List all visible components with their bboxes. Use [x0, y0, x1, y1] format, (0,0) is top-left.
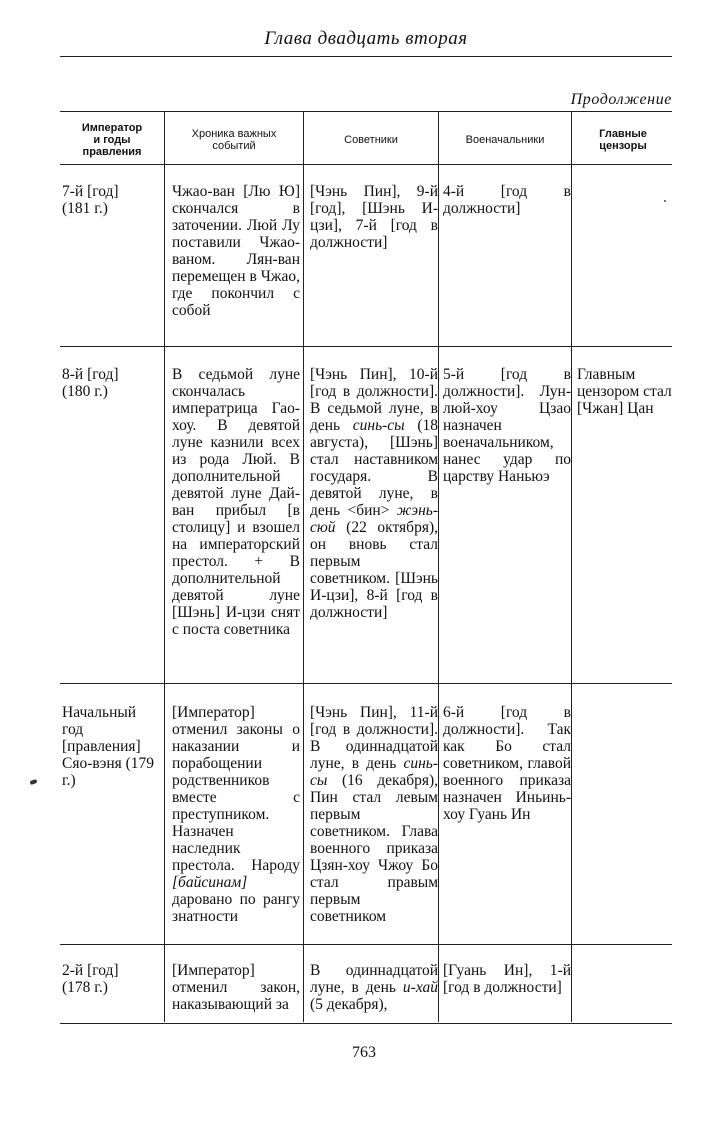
row2-advisers-text-c: (22 октября), он вновь стал первым советником. [Шэнь И-цзи], 8-й [год в должности] — [310, 519, 438, 621]
row3-advisers — [310, 704, 438, 925]
header-chronicle: Хроника важных событий — [191, 128, 277, 152]
header-censors: Главные цензоры — [599, 128, 647, 152]
scan-speck-dot — [664, 200, 666, 202]
header-generals: Военачальники — [465, 134, 545, 146]
row3-events — [172, 704, 300, 925]
table-top-rule — [60, 111, 672, 112]
row2-advisers-text-a: [Чэнь Пин], 10-й [год в должности]. В седьмой луне, в день — [310, 366, 438, 434]
row3-advisers-text-b: (16 декабря), Пин стал левым первым советником. Глава военного приказа Цзян-хоу Чжоу Бо стал правым первым советником — [310, 772, 438, 925]
column-divider-4 — [571, 112, 572, 1022]
row4-events: [Император] отменил закон, наказывающий за — [172, 962, 300, 1013]
row2-censors: Главным цензором стал [Чжан] Цан — [577, 366, 672, 417]
row1-advisers: [Чэнь Пин], 9-й [год], [Шэнь И-цзи], 7-й [год в должности] — [310, 183, 438, 251]
row-rule-3 — [60, 944, 672, 945]
row2-advisers-day-mark: <бин> — [347, 502, 390, 519]
row-rule-1 — [60, 346, 672, 347]
continued-label: Продолжение — [570, 91, 672, 108]
row3-events-text-a: [Император] отменил законы о наказании и порабощении родственников вместе с преступником. Назначен наследник престола. Народу — [172, 704, 300, 874]
header-advisers: Советники — [344, 134, 398, 146]
header-emperor: Император и годы правления — [81, 122, 143, 158]
row1-events: Чжао-ван [Лю Ю] скончался в заточении. Люй Лу поставили Чжао-ваном. Лян-ван перемещен в Чжао, где покончил с собой — [172, 183, 300, 319]
row4-advisers-text-b: (5 декабря), — [310, 996, 388, 1013]
row-rule-2 — [60, 683, 672, 684]
row2-advisers — [310, 366, 438, 621]
column-divider-2 — [303, 112, 304, 1022]
row2-year: 8-й [год] (180 г.) — [62, 366, 119, 400]
column-divider-3 — [438, 112, 439, 1022]
table-bottom-rule — [60, 1023, 672, 1024]
table-header-rule — [60, 164, 672, 165]
row3-generals: 6-й [год в должности]. Так как Бо стал советником, главой военного приказа назначен Иньинь-хоу Гуань Ин — [443, 704, 571, 823]
row1-year: 7-й [год] (181 г.) — [62, 183, 119, 217]
column-divider-1 — [164, 112, 165, 1022]
row2-generals: 5-й [год в должности]. Лун-люй-хоу Цзао назначен военачальником, нанес удар по царству Наньюэ — [443, 366, 571, 485]
head-rule — [60, 56, 672, 57]
row4-advisers-day: и-хай — [402, 979, 438, 996]
row3-year: Начальный год [правления] Сяо-вэня (179 г.) — [62, 704, 155, 789]
row2-advisers-day-c: жэнь-сюй — [310, 502, 438, 536]
row2-advisers-day-a: синь-сы — [352, 417, 405, 434]
scan-speck-margin — [30, 779, 38, 785]
row3-events-italic: [байсинам] — [172, 874, 248, 891]
row2-advisers-text-b: (18 августа), [Шэнь] стал наставником государя. В девятой луне, в день — [310, 417, 438, 519]
row3-advisers-day: синь-сы — [310, 755, 438, 789]
row1-generals: 4-й [год в должности] — [443, 183, 571, 217]
row2-events: В седьмой луне скончалась императрица Гао-хоу. В девятой луне казнили всех из рода Люй. В дополнительной девятой луне Дай-ван прибыл [в столицу] и взошел на императорский престол. + В дополнительной девятой луне [Шэнь] И-цзи снят с поста советника — [172, 366, 300, 638]
row3-events-text-b: даровано по рангу знатности — [172, 891, 300, 925]
row4-advisers-text-a: В одиннадцатой луне, в день — [310, 962, 438, 996]
row4-year: 2-й [год] (178 г.) — [62, 962, 119, 996]
page-number: 763 — [352, 1044, 376, 1061]
row4-generals: [Гуань Ин], 1-й [год в должности] — [443, 962, 571, 996]
running-head: Глава двадцать вторая — [264, 28, 468, 49]
row4-advisers — [310, 962, 438, 1013]
row3-advisers-text-a: [Чэнь Пин], 11-й [год в должности]. В одиннадцатой луне, в день — [310, 704, 438, 772]
